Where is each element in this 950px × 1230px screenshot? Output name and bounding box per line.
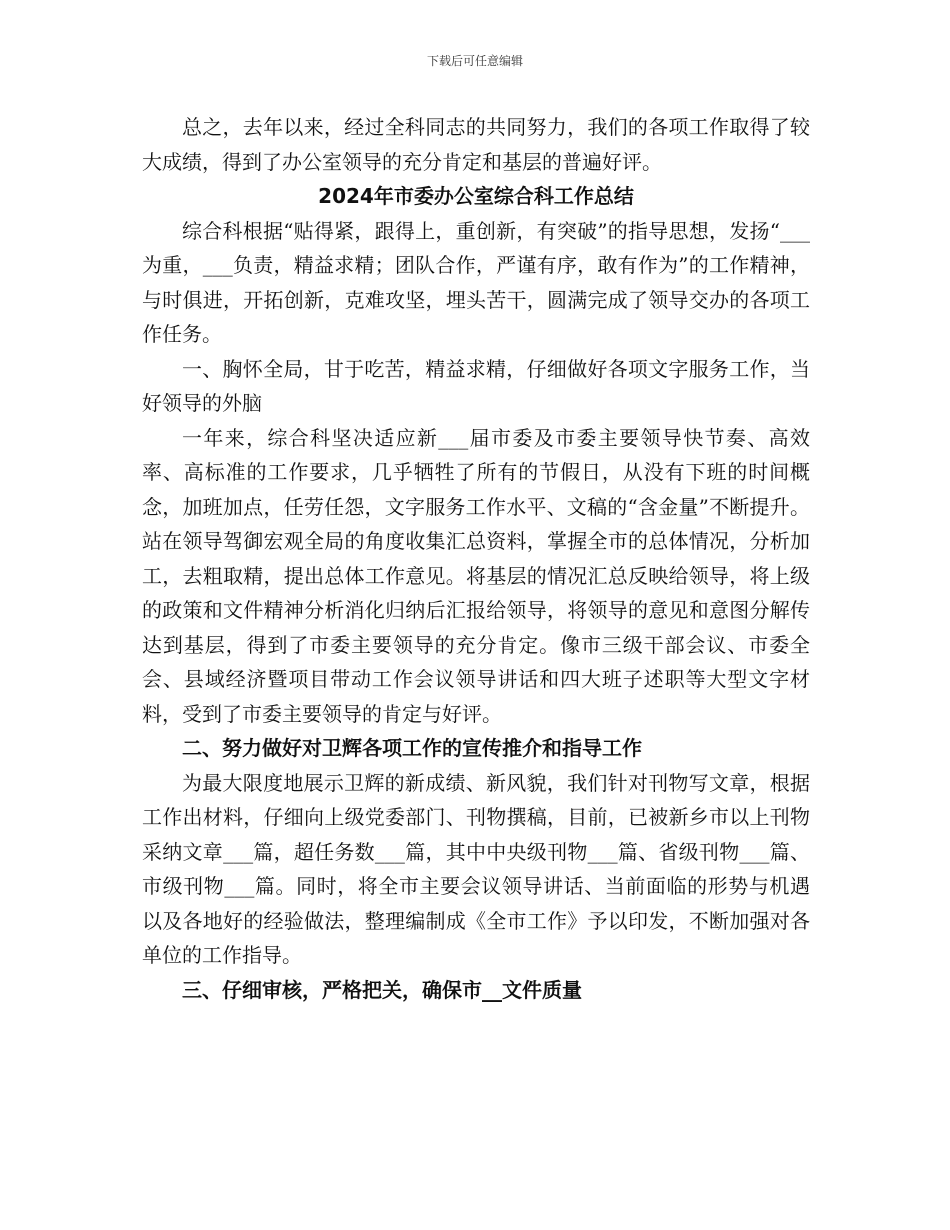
section1-heading: 一、胸怀全局，甘于吃苦，精益求精，仔细做好各项文字服务工作，当好领导的外脑 xyxy=(142,356,810,415)
section2-paragraph: 为最大限度地展示卫辉的新成绩、新风貌，我们针对刊物写文章，根据工作出材料，仔细向上级党委部门、刊物撰稿，目前，已被新乡市以上刊物采纳文章___篇，超任务数___篇，其中中央级刊物___篇、省级刊物___篇、市级刊物___篇。同时，将全市主要会议领导讲话、当前面临的形势与机遇以及各地好的经验做法，整理编制成《全市工作》予以印发，不断加强对各单位的工作指导。 xyxy=(142,770,810,967)
section2-heading: 二、努力做好对卫辉各项工作的宣传推介和指导工作 xyxy=(182,736,642,760)
document-body xyxy=(142,110,810,1007)
intro-paragraph: 综合科根据“贴得紧，跟得上，重创新，有突破”的指导思想，发扬“___为重，___负责，精益求精；团队合作，严谨有序，敢有作为”的工作精神，与时俱进，开拓创新，克难攻坚，埋头苦干，圆满完成了领导交办的各项工作任务。 xyxy=(142,218,810,346)
page-header: 下载后可任意编辑 xyxy=(426,54,523,68)
section3-heading: 三、仔细审核，严格把关，确保市__文件质量 xyxy=(182,977,582,1002)
closing-paragraph: 总之，去年以来，经过全科同志的共同努力，我们的各项工作取得了较大成绩，得到了办公室领导的充分肯定和基层的普遍好评。 xyxy=(142,115,810,174)
section1-paragraph: 一年来，综合科坚决适应新___届市委及市委主要领导快节奏、高效率、高标准的工作要求，几乎牺牲了所有的节假日，从没有下班的时间概念，加班加点，任劳任怨，文字服务工作水平、文稿的“含金量”不断提升。站在领导驾御宏观全局的角度收集汇总资料，掌握全市的总体情况，分析加工，去粗取精，提出总体工作意见。将基层的情况汇总反映给领导，将上级的政策和文件精神分析消化归纳后汇报给领导，将领导的意见和意图分解传达到基层，得到了市委主要领导的充分肯定。像市三级干部会议、市委全会、县域经济暨项目带动工作会议领导讲话和四大班子述职等大型文字材料，受到了市委主要领导的肯定与好评。 xyxy=(142,425,810,726)
document-title: 2024年市委办公室综合科工作总结 xyxy=(318,184,634,208)
